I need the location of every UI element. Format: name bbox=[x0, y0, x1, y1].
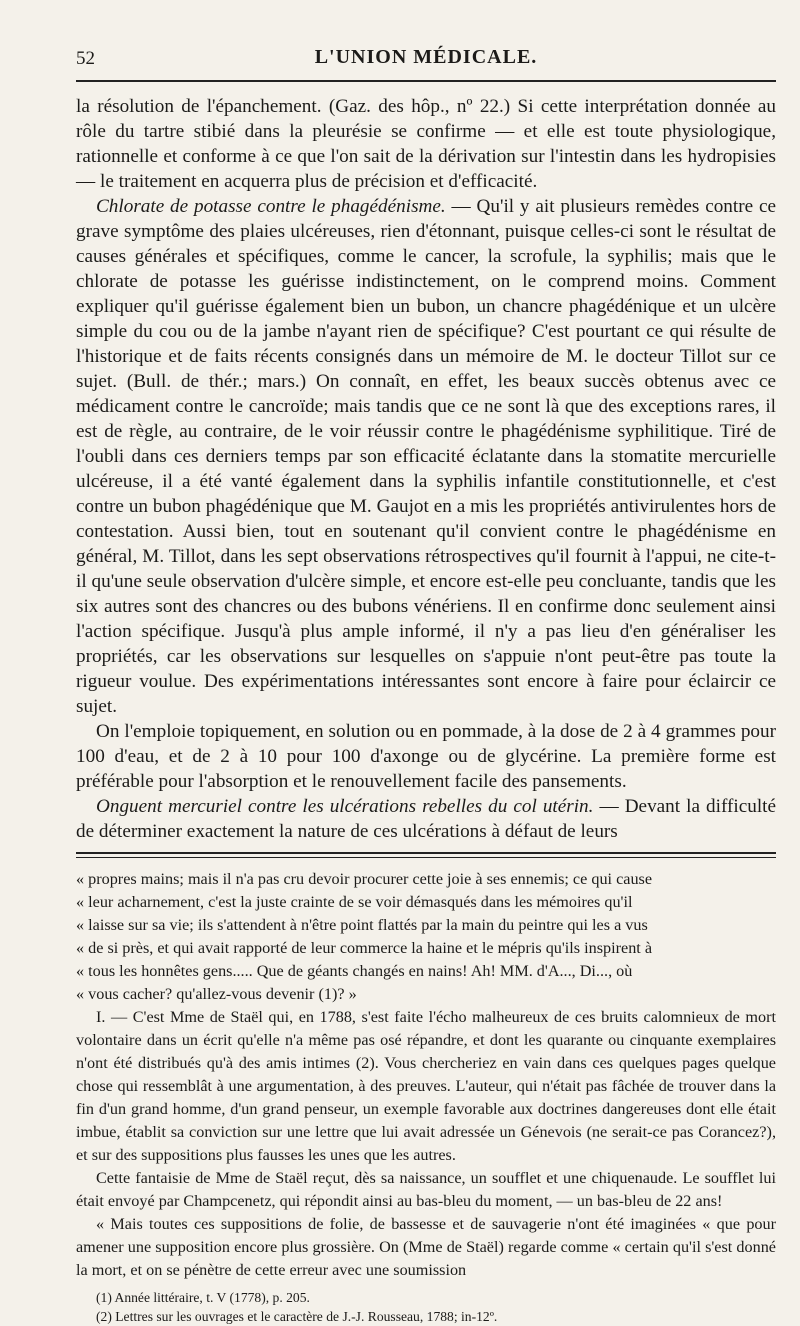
section-title: Onguent mercuriel contre les ulcérations rebelles du col utérin. bbox=[96, 796, 594, 817]
feuilleton-divider bbox=[76, 852, 776, 858]
page-header bbox=[76, 40, 776, 78]
paragraph: « Mais toutes ces suppositions de folie, de bassesse et de sauvagerie n'ont été imaginées « que pour amener une supposition encore plus grossière. On (Mme de Staël) regarde comme « certain qu'il s'est donné la mort, et on se pénètre de cette erreur avec une soumission bbox=[76, 1215, 776, 1279]
footnote: (2) Lettres sur les ouvrages et le caractère de J.-J. Rousseau, 1788; in-12º. bbox=[96, 1309, 498, 1324]
paragraph: On l'emploie topiquement, en solution ou en pommade, à la dose de 2 à 4 grammes pour 100 d'eau, et de 2 à 10 pour 100 d'axonge ou de glycérine. La première forme est préférable pour l'absorption et le renouvellement facile des pansements. bbox=[76, 721, 776, 792]
quotation: « propres mains; mais il n'a pas cru devoir procurer cette joie à ses ennemis; ce qui cause « leur acharnement, c'est la juste crainte de se voir démasqués dans les mémoires qu'il « laisse sur sa vie; ils s'attendent à n'être point flattés par la main du peintre qui les a vus « de si près, et qui avait rapporté de leur commerce la haine et le mépris qu'ils inspirent à « tous les honnêtes gens..... Que de géants changés en nains! Ah! MM. d'A..., Di..., où « vous cacher? qu'allez-vous devenir (1)? » bbox=[76, 870, 653, 1003]
footnote: (1) Année littéraire, t. V (1778), p. 205. bbox=[96, 1290, 310, 1305]
page-number: 52 bbox=[76, 48, 95, 69]
paragraph: Chlorate de potasse contre le phagédénisme. — Qu'il y ait plusieurs remèdes contre ce grave symptôme des plaies ulcéreuses, rien d'étonnant, puisque celles-ci sont le résultat de causes générales et spécifiques, comme le cancer, la scrofule, la syphilis; mais que le chlorate de potasse les guérisse indistinctement, on le comprend moins. Comment expliquer qu'il guérisse également bien un bubon, un chancre phagédénique et un ulcère simple du cou ou de la jambe n'ayant rien de spécifique? C'est pourtant ce qui résulte de l'historique et de faits récents consignés dans un mémoire de M. le docteur Tillot sur ce sujet. (Bull. de thér.; mars.) On connaît, en effet, les beaux succès obtenus avec ce médicament contre le cancroïde; mais tandis que ce ne sont là que des exceptions rares, il est de règle, au contraire, de le voir réussir contre le phagédénisme syphilitique. Tiré de l'oubli dans ces derniers temps par son efficacité éclatante dans la stomatite mercurielle ulcéreuse, il a été vanté également dans la syphilis infantile constitutionnelle, et c'est contre un bubon phagédénique que M. Gaujot en a mis les propriétés antivirulentes hors de contestation. Aussi bien, tout en soutenant qu'il convient contre le phagédénisme en général, M. Tillot, dans les sept observations rétrospectives qu'il fournit à l'appui, ne cite-t-il qu'une seule observation d'ulcère simple, et encore est-elle peu concluante, tandis que les six autres sont des chancres ou des bubons vénériens. Il en confirme donc seulement ainsi l'action spécifique. Jusqu'à plus ample informé, il n'y a pas lieu d'en généraliser les propriétés, car les observations sur lesquelles on s'appuie n'ont peut-être pas toute la rigueur voulue. Des expérimentations intéressantes sont encore à faire pour éclaircir ce sujet. bbox=[76, 196, 776, 717]
running-title: L'UNION MÉDICALE. bbox=[314, 46, 538, 68]
paragraph: Cette fantaisie de Mme de Staël reçut, dès sa naissance, un soufflet et une chiquenaude. Le soufflet lui était envoyé par Champcenetz, qui répondit ainsi au bas-bleu du moment, — un bas-bleu de 22 ans! bbox=[76, 1169, 776, 1210]
section-title: Chlorate de potasse contre le phagédénisme. bbox=[96, 196, 446, 217]
paragraph: I. — C'est Mme de Staël qui, en 1788, s'est faite l'écho malheureux de ces bruits calomnieux de mort volontaire dans un écrit qu'elle n'a même pas osé répandre, et dont les quarante ou cinquante exemplaires n'ont été distribués qu'à des amis intimes (2). Vous chercheriez en vain dans ces quelques pages quelque chose qui ressemblât à une argumentation, à des preuves. L'auteur, qui n'était pas fâchée de trouver dans la fin d'un grand homme, d'un grand penseur, un exemple favorable aux doctrines dangereuses dont elle était imbue, établit sa conviction sur une lettre que lui avait adressée un Génevois (ne serait-ce pas Corancez?), et sur des suppositions plus fausses les unes que les autres. bbox=[76, 1008, 776, 1164]
footnotes bbox=[76, 1288, 776, 1326]
header-rule bbox=[76, 80, 776, 82]
paragraph: la résolution de l'épanchement. (Gaz. des hôp., nº 22.) Si cette interprétation donnée au rôle du tartre stibié dans la pleurésie se confirme — et elle est toute physiologique, rationnelle et conforme à ce que l'on sait de la dérivation sur l'intestin dans les hydropisies — le traitement en acquerra plus de précision et d'efficacité. bbox=[76, 96, 776, 192]
main-text bbox=[76, 94, 776, 844]
paragraph: Onguent mercuriel contre les ulcérations rebelles du col utérin. — Devant la difficulté de déterminer exactement la nature de ces ulcérations à défaut de leurs bbox=[76, 796, 776, 842]
feuilleton bbox=[76, 868, 776, 1282]
